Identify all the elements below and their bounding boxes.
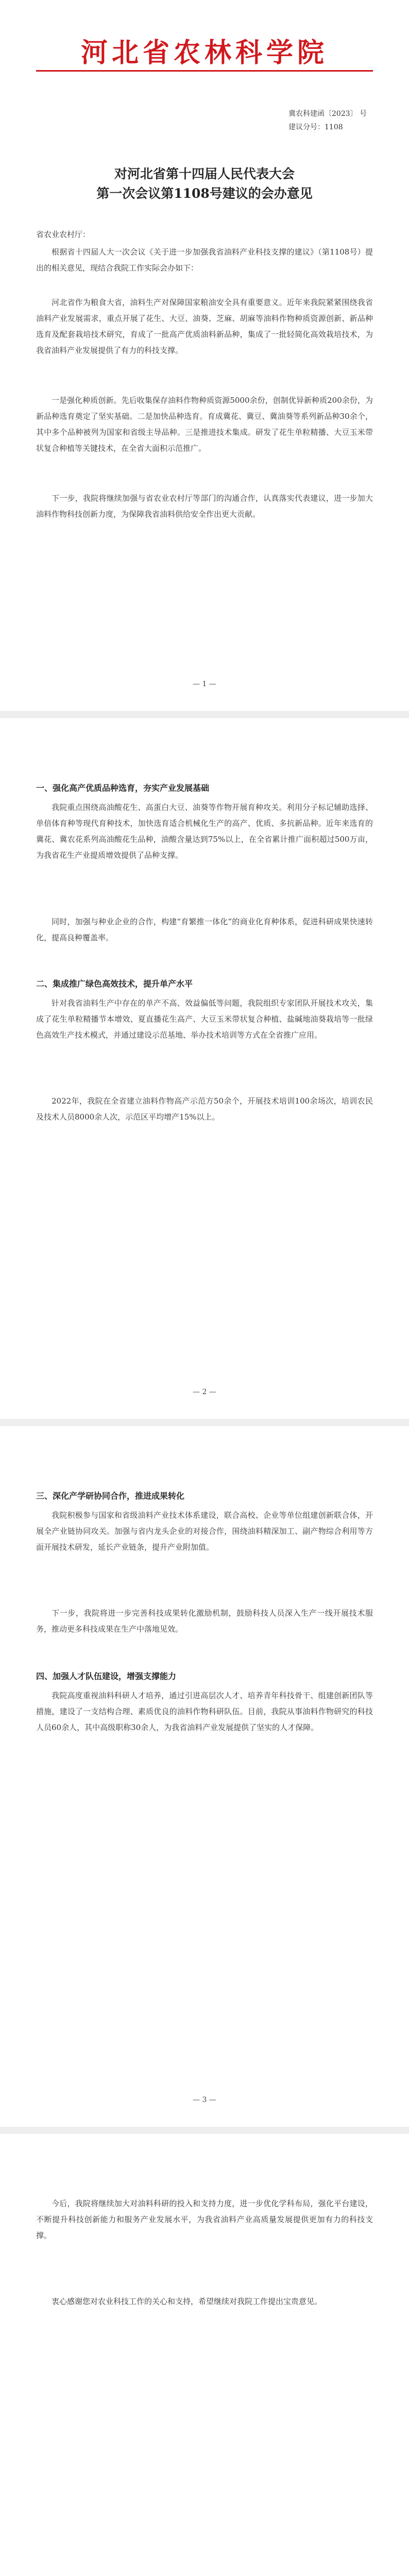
doc-number-2: 建议分号：1108 bbox=[288, 123, 343, 131]
doc-title-line2: 第一次会议第1108号建议的会办意见 bbox=[96, 186, 313, 201]
section-heading: 一、强化高产优质品种选育，夯实产业发展基础 bbox=[36, 783, 210, 793]
section-paragraph: 2022年，我院在全省建立油料作物高产示范方50余个，开展技术培训100余场次，培训农民及技术人员8000余人次，示范区平均增产15%以上。 bbox=[36, 1096, 373, 1122]
section-heading: 四、加强人才队伍建设，增强支撑能力 bbox=[36, 1671, 177, 1681]
intro-paragraph: 河北省作为粮食大省，油料生产对保障国家粮油安全具有重要意义。近年来我院紧紧围绕我省油料产业发展需求，重点开展了花生、大豆、油葵、芝麻、胡麻等油料作物种质资源创新、新品种选育及配套栽培技术研究，育成了一批高产优质油料新品种，集成了一批轻简化高效栽培技术，为我省油料产业发展提供了有力的科技支撑。 bbox=[36, 298, 373, 355]
section-heading: 二、集成推广绿色高效技术，提升单产水平 bbox=[36, 979, 193, 989]
page-4 bbox=[0, 2134, 409, 2576]
section-paragraph: 我院积极参与国家和省级油料产业技术体系建设，联合高校、企业等单位组建创新联合体，开展全产业链协同攻关。加强与省内龙头企业的对接合作，围绕油料精深加工、副产物综合利用等方面开展技术研发，延长产业链条，提升产业附加值。 bbox=[36, 1511, 373, 1552]
page-separator bbox=[0, 1419, 409, 1426]
section-paragraph: 针对我省油料生产中存在的单产不高、效益偏低等问题，我院组织专家团队开展技术攻关，集成了花生单粒精播节本增效、夏直播花生高产、大豆玉米带状复合种植、盐碱地油葵栽培等一批绿色高效生产技术模式，并通过建设示范基地、举办技术培训等方式在全省推广应用。 bbox=[36, 998, 373, 1040]
section-paragraph: 今后，我院将继续加大对油料科研的投入和支持力度，进一步优化学科布局，强化平台建设，不断提升科技创新能力和服务产业发展水平，为我省油料产业高质量发展提供更加有力的科技支撑。 bbox=[36, 2199, 373, 2240]
page-separator bbox=[0, 2127, 409, 2134]
section-paragraph: 同时，加强与种业企业的合作，构建“育繁推一体化”的商业化育种体系，促进科研成果快速转化，提高良种覆盖率。 bbox=[36, 917, 373, 942]
page-number: — 3 — bbox=[193, 2096, 216, 2104]
intro-paragraph: 一是强化种质创新。先后收集保存油料作物种质资源5000余份，创制优异新种质200余份，为新品种选育奠定了坚实基础。二是加快品种选育。育成冀花、冀豆、冀油葵等系列新品种30余个，其中多个品种被列为国家和省级主导品种。三是推进技术集成。研发了花生单粒精播、大豆玉米带状复合种植等关键技术，在全省大面积示范推广。 bbox=[36, 396, 373, 453]
section-paragraph: 我院高度重视油料科研人才培养，通过引进高层次人才、培养青年科技骨干、组建创新团队等措施，建设了一支结构合理、素质优良的油料作物科研队伍。目前，我院从事油料作物研究的科技人员60余人，其中高级职称30余人，为我省油料产业发展提供了坚实的人才保障。 bbox=[36, 1691, 373, 1732]
header-divider bbox=[36, 70, 373, 72]
doc-number-1: 冀农科建函〔2023〕 号 bbox=[288, 110, 367, 118]
section-heading: 三、深化产学研协同合作，推进成果转化 bbox=[36, 1491, 185, 1501]
page-number: — 1 — bbox=[193, 680, 216, 688]
salutation: 省农业农村厅： bbox=[36, 230, 91, 239]
page-number: — 2 — bbox=[193, 1388, 216, 1396]
closing-paragraph: 衷心感谢您对农业科技工作的关心和支持，希望继续对我院工作提出宝贵意见。 bbox=[52, 2297, 322, 2306]
page-3 bbox=[0, 1426, 409, 2127]
page-2 bbox=[0, 718, 409, 1419]
institution-header: 河北省农林科学院 bbox=[80, 37, 328, 69]
intro-paragraph: 下一步，我院将继续加强与省农业农村厅等部门的沟通合作，认真落实代表建议，进一步加大油料作物科技创新力度，为保障我省油料供给安全作出更大贡献。 bbox=[36, 494, 373, 519]
section-paragraph: 下一步，我院将进一步完善科技成果转化激励机制，鼓励科技人员深入生产一线开展技术服务，推动更多科技成果在生产中落地见效。 bbox=[36, 1608, 373, 1634]
page-separator bbox=[0, 711, 409, 718]
doc-title-line1: 对河北省第十四届人民代表大会 bbox=[114, 166, 295, 181]
intro-paragraph: 根据省十四届人大一次会议《关于进一步加强我省油料产业科技支撑的建议》（第1108号）提出的相关意见，现结合我院工作实际会办如下： bbox=[36, 247, 373, 273]
page-1 bbox=[0, 0, 409, 711]
section-paragraph: 我院重点围绕高油酸花生、高蛋白大豆、油葵等作物开展育种攻关。利用分子标记辅助选择、单倍体育种等现代育种技术，加快选育适合机械化生产的高产、优质、多抗新品种。近年来选育的冀花、冀农花系列高油酸花生品种，油酸含量达到75%以上，在全省累计推广面积超过500万亩，为我省花生产业提质增效提供了品种支撑。 bbox=[36, 803, 373, 860]
